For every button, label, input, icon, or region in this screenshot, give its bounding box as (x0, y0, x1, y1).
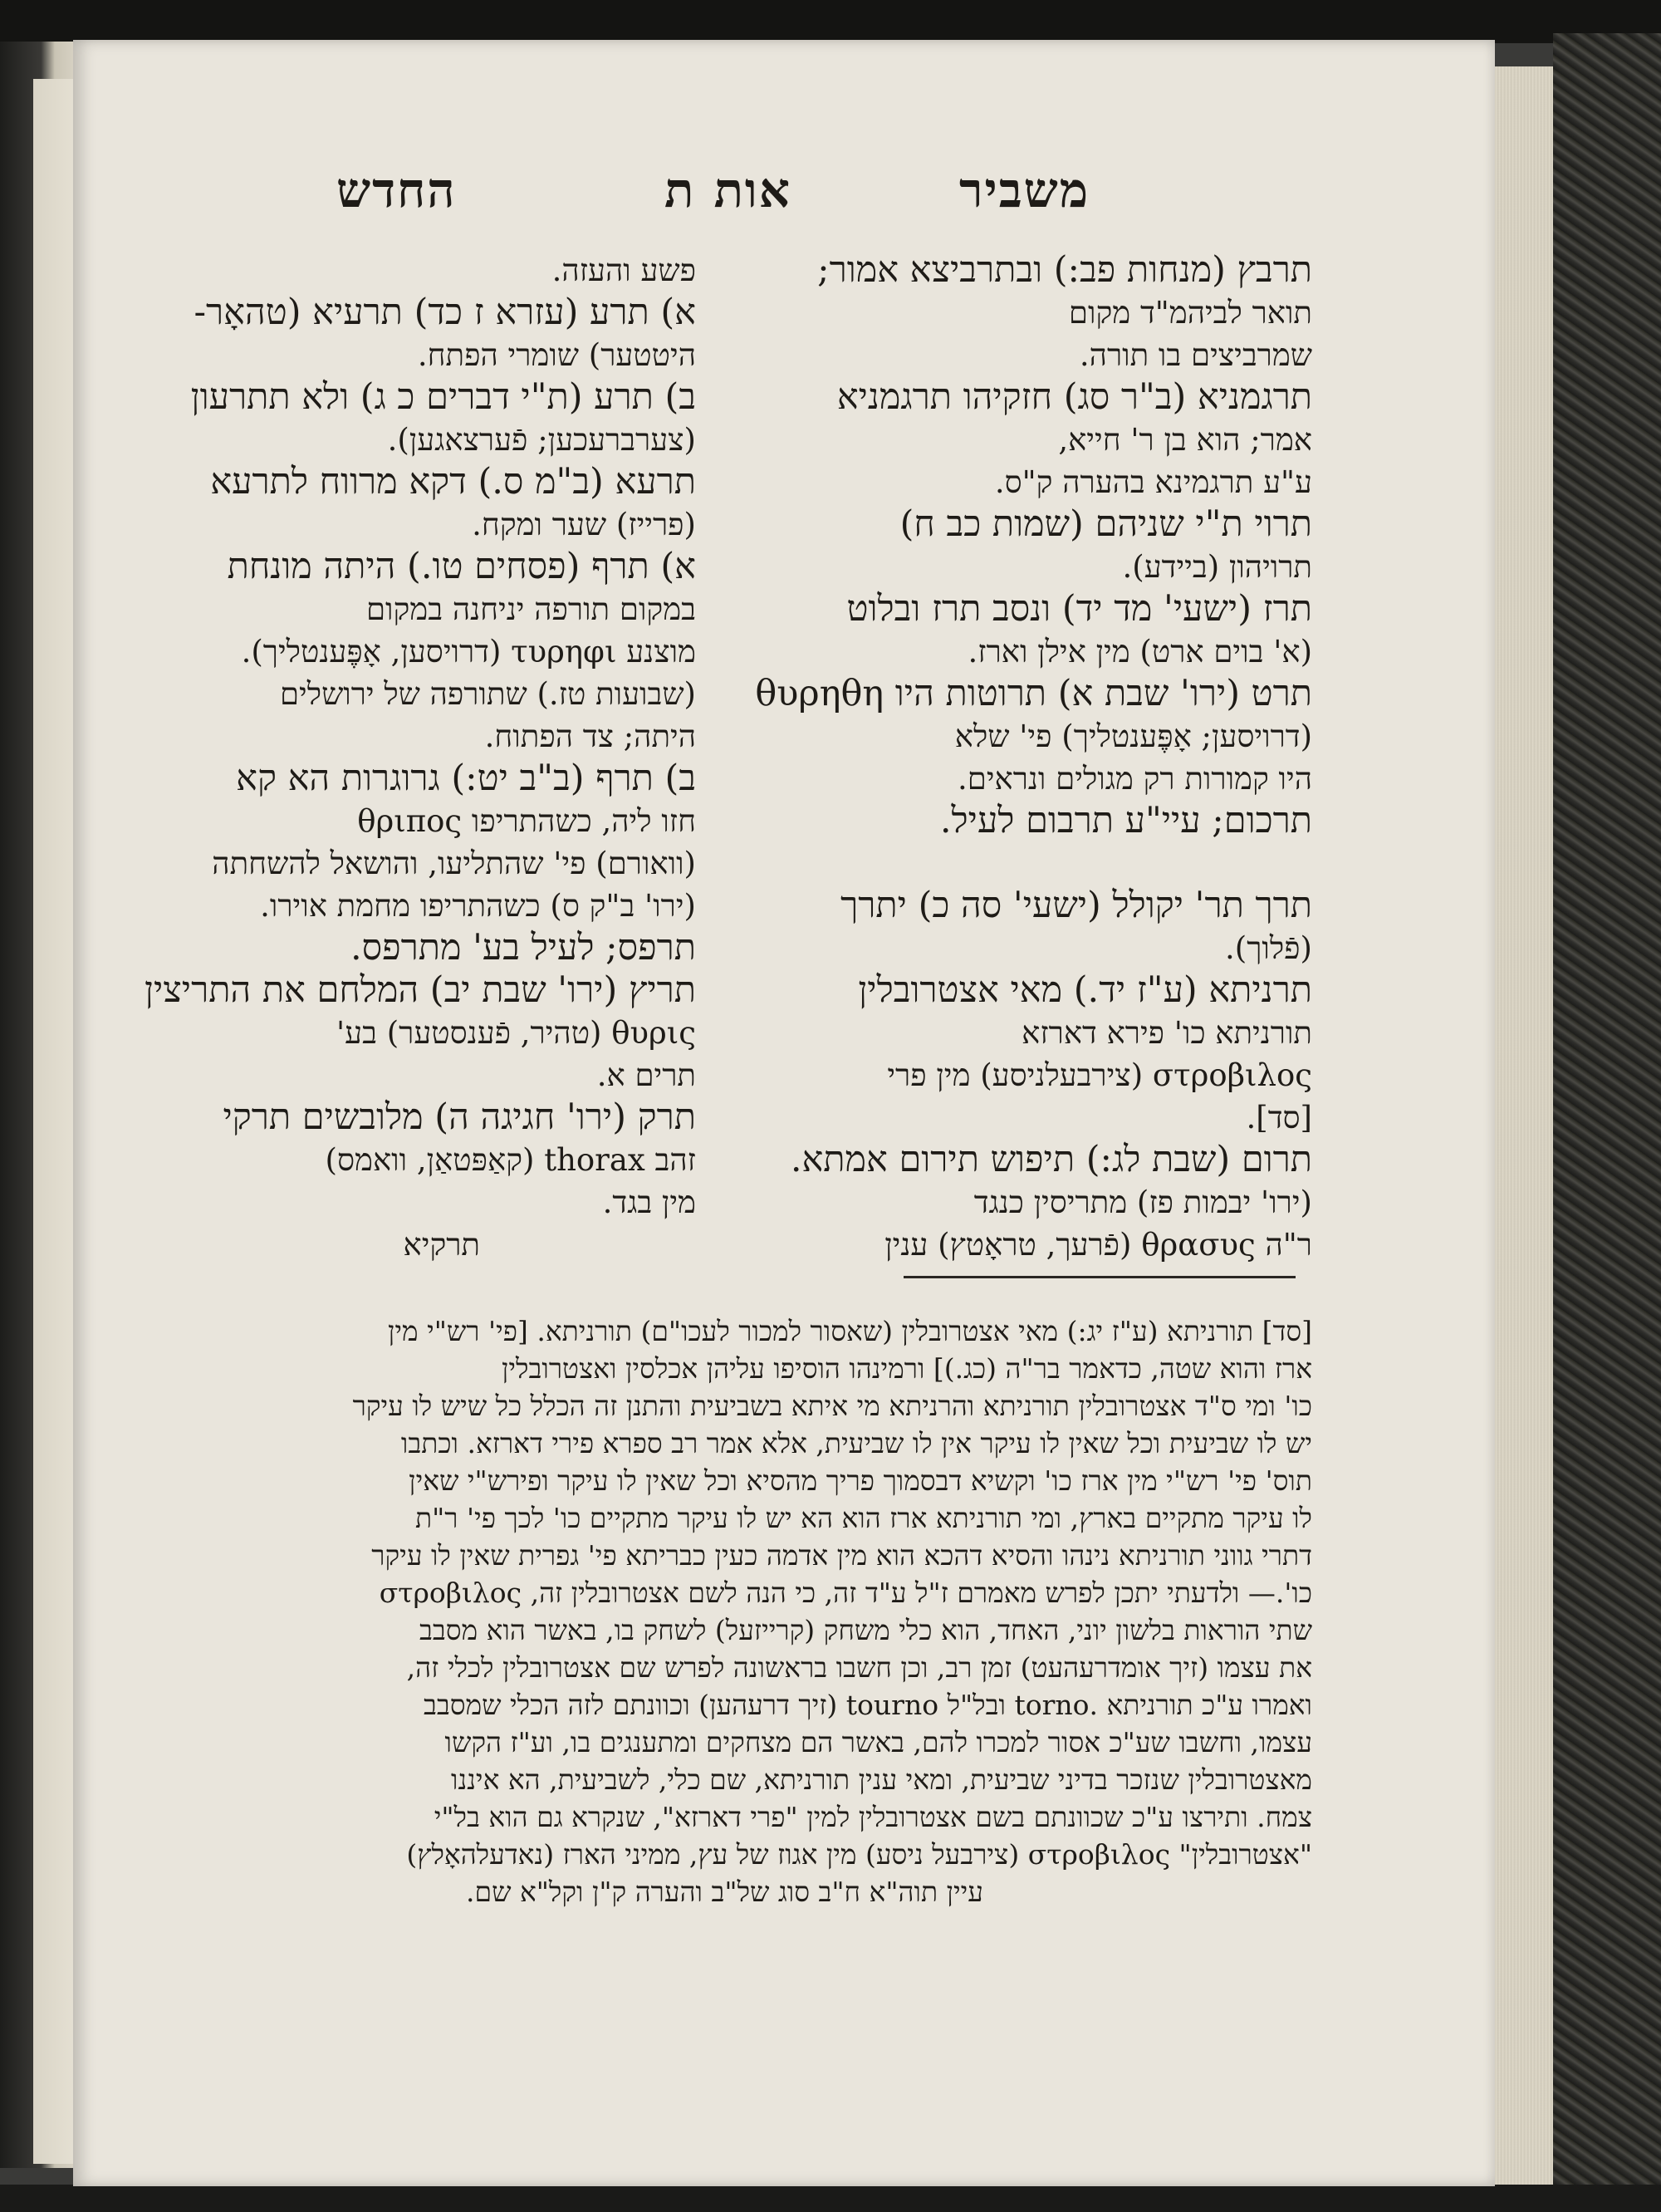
entry-line: תרק (ירו' חגיגה ה) מלובשים תרקי (223, 1096, 696, 1138)
right-column (714, 249, 1312, 1266)
entry-line: תרוי ת"י שניהם (שמות כב ח) (899, 503, 1312, 545)
entry-line: תורניתא כו' פירא דארזא (1022, 1015, 1312, 1051)
footnote-line: צמח. ותירצו ע"כ שכוונתם בשם אצטרובלין למין "פרי דארזא", שנקרא גם הוא בל"י (434, 1801, 1312, 1833)
entry-line: היו קמורות רק מגולים ונראים. (957, 761, 1312, 797)
entry-line: תריץ (ירו' שבת יב) המלחם את התריצין (145, 969, 696, 1011)
footnote-line: דתרי גווני תורניתא נינהו והסיא דהכא הוא מין אדמה כעין כבריתא פי' גפרית שאין לו עיקר (371, 1539, 1312, 1572)
entry-line: תרט (ירו' שבת א) תרוטות היו θυρηθη (755, 673, 1312, 714)
entry-line: (שבועות טז.) שתורפה של ירושלים (279, 676, 696, 712)
footnote-line: "אצטרובלין" στροβιλος (צירבעל ניסע) מין אגוז של עץ, ממיני הארז (נאדעלהאָלץ) (406, 1838, 1312, 1871)
footnote-line: ואמרו ע"כ תורניתא .torno ובל"ל tourno (זיך דרעהען) וכוונתם לזה הכלי שמסבב (423, 1689, 1312, 1721)
footnote-line: לו עיקר מתקיים בארץ, ומי תורניתא ארז הוא הא יש לו עיקר מתקיים כו' לכך פי' ר"ת (414, 1502, 1312, 1534)
book-cover-bottom (0, 2185, 1661, 2212)
left-column (98, 249, 696, 1266)
entry-line (714, 842, 1312, 885)
footnote-line: כו'.— ולדעתי יתכן לפרש מאמרם ז"ל ע"ד זה, כי הנה לשם אצטרובלין זה, στροβιλος (379, 1577, 1312, 1609)
entry-line: תרז (ישעי' מד יד) ונסב תרז ובלוט (846, 588, 1312, 630)
entry-line: στροβιλος (צירבעלניסע) מין פרי (887, 1057, 1312, 1093)
entry-line: תרויהון (ביידע). (1122, 549, 1312, 585)
entry-line: (פרייז) שער ומקח. (472, 507, 696, 542)
entry-line: היטטער) שומרי הפתח. (417, 337, 696, 373)
entry-line: (דרויסען; אָפֶּענטליך) פי' שלא (954, 719, 1312, 754)
entry-line: תרים א. (596, 1057, 696, 1093)
entry-line: (וואורם) פי' שהתליעו, והושאל להשחתה (212, 846, 696, 881)
footnote-line: [סד] תורניתא (ע"ז יג:) מאי אצטרובלין (שאסור למכור לעכו"ם) תורניתא. [פי' רש"י מין (387, 1315, 1312, 1347)
catchword: תרקיא (403, 1227, 480, 1263)
footnote-line: עצמו, וחשבו שע"כ אסור למכרו להם, באשר הם מצחקים ומתענגים בו, וע"ז הקשו (444, 1726, 1312, 1758)
entry-line: תרגמניא (ב"ר סג) חזקיהו תרגמניא (836, 376, 1312, 418)
entry-line: (ירו' ב"ק ס) כשהתריפו מחמת אוירו. (260, 888, 696, 924)
footnote-line: תוס' פי' רש"י מין ארז כו' וקשיא דבסמוך פריך מהסיא וכל שאין לו עיקר ופירש"י שאין (409, 1464, 1312, 1497)
entry-line: תרניתא (ע"ז יד.) מאי אצטרובלין (858, 969, 1312, 1011)
entry-line: זהב thorax (קאַפּטאַן, וואמס) (325, 1142, 696, 1178)
footnote-line: את עצמו (זיך אומדרעהעט) זמן רב, וכן חשבו בראשונה לפרש שם אצטרובלין לכלי זה, (406, 1651, 1312, 1684)
entry-line: (א' בוים ארט) מין אילן וארז. (968, 634, 1312, 669)
book-cover-top (0, 0, 1661, 43)
entry-line: שמרביצים בו תורה. (1079, 337, 1312, 373)
entry-line: ע"ע תרגמינא בהערה ק"ס. (994, 464, 1312, 500)
entry-line: תרכום; עיי"ע תרבום לעיל. (939, 800, 1312, 841)
entry-line: (פֿלוך). (1225, 930, 1312, 966)
header-center: אות ת (664, 162, 792, 218)
footnote-separator (904, 1276, 1296, 1278)
entry-line: ר"ה θρασυς (פֿרעך, טראָטץ) ענין (884, 1227, 1312, 1263)
entry-line: אמר; הוא בן ר' חייא, (1058, 422, 1312, 458)
entry-line: תואר לביהמ"ד מקום (1068, 295, 1312, 331)
footnote-line: שתי הוראות בלשון יוני, האחד, הוא כלי משחק (קרייזעל) לשחק בו, באשר הוא מסבב (419, 1614, 1312, 1646)
header-left: החדש (336, 162, 457, 218)
entry-line: תרבץ (מנחות פב:) ובתרביצא אמור; (817, 249, 1312, 291)
header-right: משביר (959, 162, 1090, 218)
entry-line: מוצנע τυρηφι (דרויסען, אָפֶּענטליך). (241, 634, 696, 669)
entry-line: ב) תרף (ב"ב יט:) גרוגרות הא קא (236, 758, 696, 799)
entry-line: (צערברעכען; פֿערצאגען). (387, 422, 696, 458)
footnote-line: ארז והוא שטה, כדאמר בר"ה (כג.)] ורמינהו הוסיפו עליהן אכלסין ואצטרובלין (501, 1352, 1312, 1385)
entry-line: א) תרע (עזרא ז כד) תרעיא (טהאָר- (194, 292, 696, 333)
entry-line: תרפס; לעיל בע' מתרפס. (350, 927, 696, 969)
entry-line: א) תרף (פסחים טו.) היתה מונחת (227, 546, 696, 587)
entry-line: θυρις (טהיר, פֿענסטער) בע' (336, 1015, 696, 1051)
footnote-line: מאצטרובלין שנזכר בדיני שביעית, ומאי ענין תורניתא, שם כלי, לשביעית, הא איננו (451, 1763, 1312, 1796)
entry-line: [סד]. (1246, 1100, 1312, 1135)
entry-line: תרך תר' יקולל (ישעי' סה כ) יתרך (840, 885, 1312, 926)
entry-line: ב) תרע (ת"י דברים כ ג) ולא תתרעון (190, 376, 696, 418)
entry-line: היתה; צד הפתוח. (484, 719, 696, 754)
entry-line: תרום (שבת לג:) תיפוש תירום אמתא. (790, 1139, 1312, 1180)
entry-line: פשע והעזה. (551, 253, 696, 288)
book-cover-right (1553, 33, 1661, 2212)
entry-line: מין בגד. (602, 1184, 696, 1220)
entry-line: (ירו' יבמות פז) מתריסין כנגד (973, 1184, 1312, 1220)
footnote-line: עיין תוה"א ח"ב סוג של"ב והערה ק"ן וקל"א שם. (466, 1876, 983, 1908)
entry-line: תרעא (ב"מ ס.) דקא מרווח לתרעא (210, 461, 696, 503)
entry-line: במקום תורפה יניחנה במקום (365, 591, 696, 627)
entry-line: חזו ליה, כשהתריפו θριπος (357, 803, 696, 839)
footnote-line: כו' ומי ס"ד אצטרובלין תורניתא והרניתא מי איתא בשביעית והתנן זה הכלל כל שיש לו עיקר (352, 1390, 1312, 1422)
footnote (137, 1312, 1312, 1910)
footnote-line: יש לו שביעית וכל שאין לו עיקר אין לו שביעית, אלא אמר רב ספרא פירי דארזא. וכתבו (400, 1427, 1312, 1459)
